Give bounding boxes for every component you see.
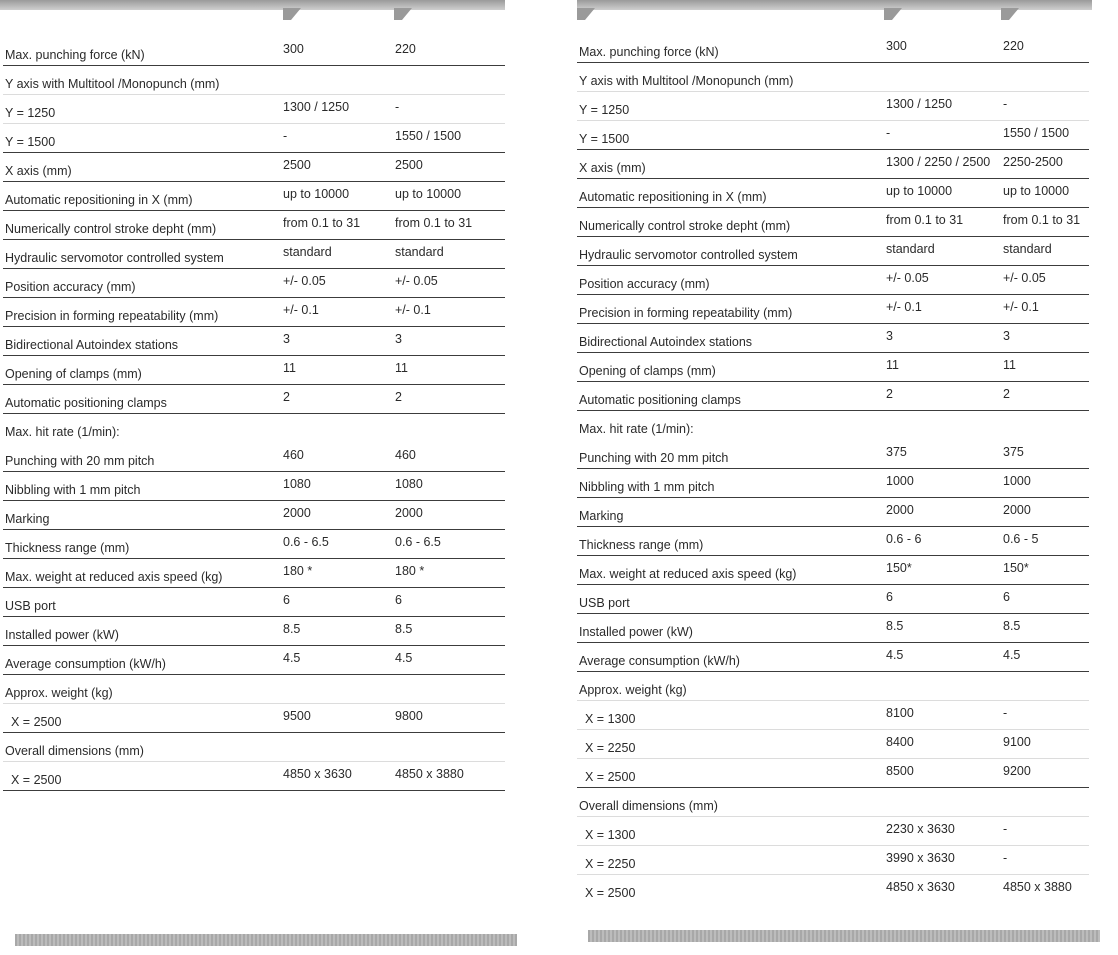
spec-value-col2: 2500 xyxy=(395,158,423,172)
spec-value-col1: 2000 xyxy=(886,503,914,517)
spec-row xyxy=(3,182,505,211)
spec-value-col1: 1300 / 2250 / 2500 xyxy=(886,155,991,169)
spec-value-col1: 1000 xyxy=(886,474,914,488)
spec-row xyxy=(577,469,1089,498)
spec-value-col2: - xyxy=(1003,706,1008,720)
spec-row xyxy=(577,150,1089,179)
spec-row xyxy=(3,704,505,733)
spec-value-col1: 9500 xyxy=(283,709,311,723)
spec-row xyxy=(577,846,1089,875)
spec-value-col2: 4.5 xyxy=(1003,648,1021,662)
spec-row xyxy=(3,443,505,472)
spec-row xyxy=(577,730,1089,759)
spec-row xyxy=(3,356,505,385)
spec-label: Punching with 20 mm pitch xyxy=(579,451,729,465)
spec-value-col2: 1080 xyxy=(395,477,423,491)
spec-value-col2: from 0.1 to 31 xyxy=(395,216,473,230)
spec-label: Position accuracy (mm) xyxy=(5,280,136,294)
spec-value-col2: +/- 0.1 xyxy=(1003,300,1039,314)
spec-value-col2: 150* xyxy=(1003,561,1029,575)
spec-row xyxy=(3,153,505,182)
spec-label: Automatic repositioning in X (mm) xyxy=(5,193,193,207)
spec-label: Nibbling with 1 mm pitch xyxy=(5,483,141,497)
spec-label: X axis (mm) xyxy=(5,164,72,178)
spec-row xyxy=(577,585,1089,614)
spec-value-col1: 8400 xyxy=(886,735,914,749)
spec-label: Y = 1500 xyxy=(579,132,630,146)
spec-row xyxy=(3,298,505,327)
spec-row xyxy=(577,788,1089,817)
spec-value-col1: 180 * xyxy=(283,564,313,578)
spec-label: Thickness range (mm) xyxy=(579,538,704,552)
spec-value-col1: +/- 0.1 xyxy=(886,300,922,314)
spec-value-col2: 375 xyxy=(1003,445,1024,459)
spec-value-col2: 3 xyxy=(1003,329,1010,343)
spec-label: Approx. weight (kg) xyxy=(579,683,687,697)
spec-value-col2: 2 xyxy=(1003,387,1010,401)
spec-row xyxy=(3,66,505,95)
spec-value-col1: 6 xyxy=(886,590,893,604)
spec-row xyxy=(3,385,505,414)
spec-value-col1: 3 xyxy=(283,332,290,346)
spec-row xyxy=(577,556,1089,585)
spec-value-col1: 150* xyxy=(886,561,912,575)
spec-label: Precision in forming repeatability (mm) xyxy=(579,306,793,320)
spec-row xyxy=(577,121,1089,150)
spec-value-col1: standard xyxy=(886,242,935,256)
spec-value-col2: 11 xyxy=(1003,358,1016,372)
spec-label: Position accuracy (mm) xyxy=(579,277,710,291)
spec-row xyxy=(577,34,1089,63)
spec-label: Nibbling with 1 mm pitch xyxy=(579,480,715,494)
spec-value-col1: - xyxy=(886,126,891,140)
spec-row xyxy=(3,675,505,704)
spec-row xyxy=(577,295,1089,324)
spec-label: X = 2500 xyxy=(585,886,636,900)
left-spec-table xyxy=(3,37,505,791)
spec-value-col2: 6 xyxy=(1003,590,1010,604)
spec-row xyxy=(3,240,505,269)
spec-value-col2: - xyxy=(395,100,400,114)
spec-row xyxy=(577,92,1089,121)
spec-label: Max. hit rate (1/min): xyxy=(5,425,120,439)
spec-value-col1: 3 xyxy=(886,329,893,343)
spec-row xyxy=(3,327,505,356)
spec-row xyxy=(3,588,505,617)
spec-value-col2: 2250-2500 xyxy=(1003,155,1063,169)
spec-label: Marking xyxy=(579,509,624,523)
spec-label: Thickness range (mm) xyxy=(5,541,130,555)
spec-value-col2: - xyxy=(1003,97,1008,111)
spec-value-col1: 11 xyxy=(886,358,899,372)
spec-value-col1: 8100 xyxy=(886,706,914,720)
spec-label: Installed power (kW) xyxy=(579,625,693,639)
spec-label: Max. weight at reduced axis speed (kg) xyxy=(5,570,223,584)
spec-value-col1: +/- 0.1 xyxy=(283,303,319,317)
spec-row xyxy=(3,472,505,501)
right-spec-table xyxy=(577,34,1089,904)
spec-value-col2: 3 xyxy=(395,332,402,346)
spec-value-col1: 2500 xyxy=(283,158,311,172)
spec-row xyxy=(3,733,505,762)
spec-value-col1: from 0.1 to 31 xyxy=(283,216,361,230)
spec-value-col2: 1550 / 1500 xyxy=(1003,126,1070,140)
spec-row xyxy=(3,559,505,588)
spec-value-col1: 1300 / 1250 xyxy=(283,100,350,114)
spec-label: Max. weight at reduced axis speed (kg) xyxy=(579,567,797,581)
spec-value-col2: from 0.1 to 31 xyxy=(1003,213,1081,227)
spec-label: Marking xyxy=(5,512,50,526)
spec-row xyxy=(3,646,505,675)
spec-value-col2: standard xyxy=(1003,242,1052,256)
spec-value-col2: standard xyxy=(395,245,444,259)
tab-notch-icon xyxy=(1001,8,1019,20)
spec-value-col1: - xyxy=(283,129,288,143)
spec-row xyxy=(3,95,505,124)
spec-row xyxy=(577,440,1089,469)
spec-label: Installed power (kW) xyxy=(5,628,119,642)
spec-row xyxy=(577,63,1089,92)
spec-label: Y axis with Multitool /Monopunch (mm) xyxy=(579,74,794,88)
spec-value-col1: 300 xyxy=(283,42,304,56)
spec-value-col2: 2 xyxy=(395,390,402,404)
spec-label: Overall dimensions (mm) xyxy=(579,799,718,813)
spec-value-col2: 11 xyxy=(395,361,408,375)
spec-row xyxy=(3,211,505,240)
spec-value-col1: +/- 0.05 xyxy=(283,274,326,288)
spec-label: X = 2500 xyxy=(585,770,636,784)
spec-value-col2: 9800 xyxy=(395,709,423,723)
spec-row xyxy=(3,124,505,153)
spec-label: Numerically control stroke depht (mm) xyxy=(5,222,217,236)
spec-value-col2: 9100 xyxy=(1003,735,1031,749)
spec-row xyxy=(3,617,505,646)
spec-label: Y = 1250 xyxy=(5,106,56,120)
spec-value-col1: 4850 x 3630 xyxy=(283,767,352,781)
spec-label: Approx. weight (kg) xyxy=(5,686,113,700)
spec-value-col2: 6 xyxy=(395,593,402,607)
spec-value-col2: +/- 0.05 xyxy=(1003,271,1046,285)
spec-label: Hydraulic servomotor controlled system xyxy=(579,248,798,262)
spec-value-col1: +/- 0.05 xyxy=(886,271,929,285)
spec-value-col1: 2000 xyxy=(283,506,311,520)
spec-value-col2: 220 xyxy=(395,42,416,56)
spec-value-col2: 460 xyxy=(395,448,416,462)
spec-value-col1: 375 xyxy=(886,445,907,459)
spec-value-col2: 4.5 xyxy=(395,651,413,665)
spec-label: USB port xyxy=(579,596,630,610)
spec-label: Precision in forming repeatability (mm) xyxy=(5,309,219,323)
spec-label: X = 1300 xyxy=(585,712,636,726)
spec-row xyxy=(577,672,1089,701)
spec-label: X = 1300 xyxy=(585,828,636,842)
spec-row xyxy=(577,701,1089,730)
spec-label: X = 2250 xyxy=(585,741,636,755)
spec-row xyxy=(577,643,1089,672)
spec-value-col2: - xyxy=(1003,851,1008,865)
spec-value-col2: 1550 / 1500 xyxy=(395,129,462,143)
spec-row xyxy=(3,501,505,530)
spec-label: USB port xyxy=(5,599,56,613)
top-decorative-band xyxy=(0,0,505,10)
spec-row xyxy=(577,759,1089,788)
spec-value-col1: 4.5 xyxy=(283,651,301,665)
spec-row xyxy=(577,237,1089,266)
spec-value-col1: 4850 x 3630 xyxy=(886,880,955,894)
spec-label: Bidirectional Autoindex stations xyxy=(579,335,753,349)
spec-value-col1: 8.5 xyxy=(886,619,904,633)
spec-label: Y = 1500 xyxy=(5,135,56,149)
spec-label: Automatic repositioning in X (mm) xyxy=(579,190,767,204)
spec-label: Overall dimensions (mm) xyxy=(5,744,144,758)
spec-row xyxy=(577,527,1089,556)
spec-value-col1: 4.5 xyxy=(886,648,904,662)
spec-value-col2: 1000 xyxy=(1003,474,1031,488)
spec-row xyxy=(577,382,1089,411)
spec-value-col2: 8.5 xyxy=(395,622,413,636)
spec-label: Y = 1250 xyxy=(579,103,630,117)
spec-value-col1: 11 xyxy=(283,361,296,375)
spec-value-col1: 0.6 - 6 xyxy=(886,532,922,546)
spec-row xyxy=(3,762,505,791)
spec-value-col2: 8.5 xyxy=(1003,619,1021,633)
spec-value-col1: 1300 / 1250 xyxy=(886,97,953,111)
spec-label: Automatic positioning clamps xyxy=(5,396,167,410)
spec-value-col2: +/- 0.1 xyxy=(395,303,431,317)
spec-value-col1: 2 xyxy=(886,387,893,401)
spec-value-col1: from 0.1 to 31 xyxy=(886,213,964,227)
spec-label: Opening of clamps (mm) xyxy=(5,367,142,381)
spec-label: Automatic positioning clamps xyxy=(579,393,741,407)
spec-label: X = 2500 xyxy=(11,773,62,787)
spec-value-col2: - xyxy=(1003,822,1008,836)
spec-value-col1: 460 xyxy=(283,448,304,462)
spec-value-col2: 220 xyxy=(1003,39,1024,53)
spec-label: X = 2250 xyxy=(585,857,636,871)
spec-value-col1: 6 xyxy=(283,593,290,607)
spec-row xyxy=(3,37,505,66)
spec-value-col1: 8500 xyxy=(886,764,914,778)
bottom-decorative-band xyxy=(588,930,1100,942)
spec-value-col1: standard xyxy=(283,245,332,259)
spec-label: Max. hit rate (1/min): xyxy=(579,422,694,436)
spec-label: Punching with 20 mm pitch xyxy=(5,454,155,468)
spec-row xyxy=(577,875,1089,904)
spec-row xyxy=(577,498,1089,527)
spec-row xyxy=(3,530,505,559)
spec-label: Average consumption (kW/h) xyxy=(579,654,740,668)
tab-notch-icon xyxy=(283,8,301,20)
spec-label: Y axis with Multitool /Monopunch (mm) xyxy=(5,77,220,91)
spec-row xyxy=(577,614,1089,643)
spec-value-col1: up to 10000 xyxy=(283,187,350,201)
spec-value-col2: +/- 0.05 xyxy=(395,274,438,288)
spec-label: Bidirectional Autoindex stations xyxy=(5,338,179,352)
spec-value-col2: up to 10000 xyxy=(1003,184,1070,198)
spec-row xyxy=(577,817,1089,846)
spec-value-col2: 180 * xyxy=(395,564,425,578)
spec-value-col1: 3990 x 3630 xyxy=(886,851,955,865)
spec-value-col1: up to 10000 xyxy=(886,184,953,198)
spec-label: Average consumption (kW/h) xyxy=(5,657,166,671)
spec-row xyxy=(3,414,505,443)
spec-label: X = 2500 xyxy=(11,715,62,729)
tab-notch-icon xyxy=(577,8,595,20)
spec-row xyxy=(577,411,1089,440)
spec-value-col1: 2230 x 3630 xyxy=(886,822,955,836)
spec-row xyxy=(577,179,1089,208)
spec-label: Max. punching force (kN) xyxy=(5,48,145,62)
bottom-decorative-band xyxy=(15,934,517,946)
tab-notch-icon xyxy=(394,8,412,20)
spec-value-col1: 1080 xyxy=(283,477,311,491)
spec-value-col1: 300 xyxy=(886,39,907,53)
spec-value-col2: 4850 x 3880 xyxy=(395,767,464,781)
spec-value-col1: 2 xyxy=(283,390,290,404)
spec-row xyxy=(577,353,1089,382)
spec-value-col2: 4850 x 3880 xyxy=(1003,880,1072,894)
spec-value-col2: up to 10000 xyxy=(395,187,462,201)
spec-row xyxy=(577,324,1089,353)
spec-value-col2: 2000 xyxy=(395,506,423,520)
spec-value-col1: 0.6 - 6.5 xyxy=(283,535,329,549)
spec-row xyxy=(3,269,505,298)
spec-row xyxy=(577,208,1089,237)
spec-value-col2: 9200 xyxy=(1003,764,1031,778)
spec-value-col1: 8.5 xyxy=(283,622,301,636)
spec-label: X axis (mm) xyxy=(579,161,646,175)
spec-label: Max. punching force (kN) xyxy=(579,45,719,59)
spec-label: Hydraulic servomotor controlled system xyxy=(5,251,224,265)
spec-value-col2: 0.6 - 5 xyxy=(1003,532,1039,546)
spec-label: Opening of clamps (mm) xyxy=(579,364,716,378)
tab-notch-icon xyxy=(884,8,902,20)
spec-row xyxy=(577,266,1089,295)
spec-label: Numerically control stroke depht (mm) xyxy=(579,219,791,233)
spec-value-col2: 0.6 - 6.5 xyxy=(395,535,441,549)
spec-value-col2: 2000 xyxy=(1003,503,1031,517)
